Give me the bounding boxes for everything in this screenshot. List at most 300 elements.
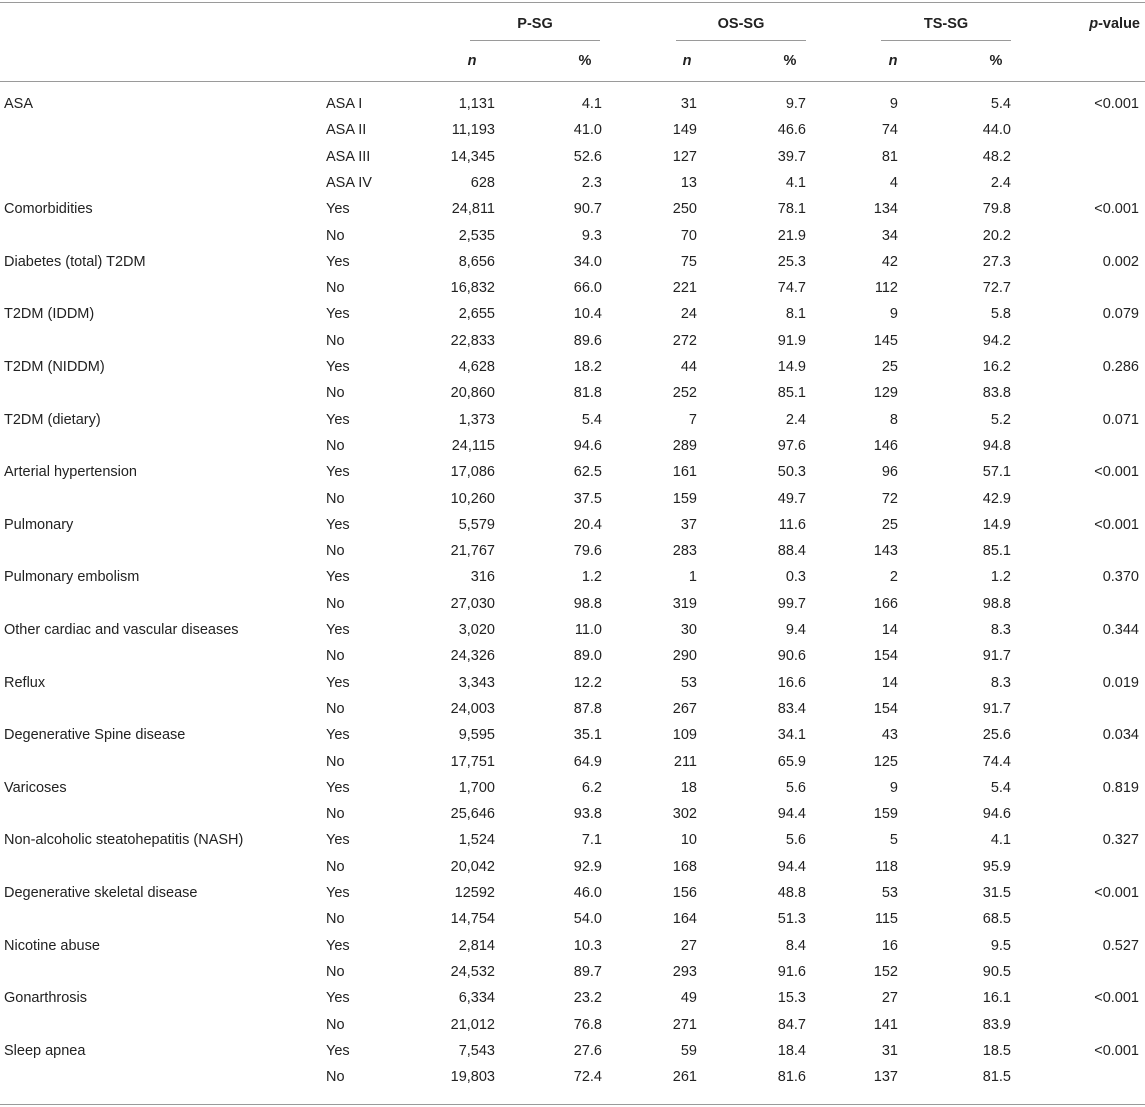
p-sg-n: 10,260 [450, 491, 495, 507]
p-sg-n: 20,042 [450, 859, 495, 875]
os-sg-n: 283 [672, 543, 697, 559]
os-sg-pct: 18.4 [777, 1043, 806, 1059]
ts-sg-pct: 27.3 [982, 254, 1011, 270]
os-sg-n: 53 [680, 675, 697, 691]
ts-sg-pct: 42.9 [982, 491, 1011, 507]
ts-sg-group-rule [881, 40, 1011, 41]
ts-sg-pct: 25.6 [982, 727, 1011, 743]
ts-sg-n: 34 [881, 228, 898, 244]
row-subcategory: Yes [326, 569, 350, 585]
ts-sg-pct: 90.5 [982, 964, 1011, 980]
os-sg-n: 267 [672, 701, 697, 717]
p-sg-pct: 93.8 [573, 806, 602, 822]
row-subcategory: No [326, 806, 345, 822]
p-sg-n: 8,656 [458, 254, 495, 270]
p-sg-pct: 94.6 [573, 438, 602, 454]
p-sg-pct: 52.6 [573, 149, 602, 165]
os-sg-pct: 81.6 [777, 1069, 806, 1085]
p-value: <0.001 [1094, 1043, 1139, 1059]
row-subcategory: No [326, 701, 345, 717]
row-label: Nicotine abuse [4, 938, 100, 954]
os-sg-n: 30 [680, 622, 697, 638]
ts-sg-n: 166 [873, 596, 898, 612]
p-sg-n: 12592 [454, 885, 495, 901]
ts-sg-n: 53 [881, 885, 898, 901]
table-bottom-rule [0, 1104, 1145, 1105]
os-sg-n: 7 [688, 412, 697, 428]
os-sg-n: 127 [672, 149, 697, 165]
ts-sg-n: 43 [881, 727, 898, 743]
os-sg-n: 319 [672, 596, 697, 612]
row-subcategory: Yes [326, 675, 350, 691]
table-top-rule [0, 2, 1145, 3]
p-sg-group-rule [470, 40, 600, 41]
ts-sg-pct: 31.5 [982, 885, 1011, 901]
ts-sg-n: 118 [874, 859, 898, 875]
os-sg-n: 293 [672, 964, 697, 980]
os-sg-pct: 39.7 [777, 149, 806, 165]
ts-sg-n: 5 [889, 832, 898, 848]
p-sg-n: 11,193 [451, 122, 495, 138]
row-label: Arterial hypertension [4, 464, 137, 480]
os-sg-n: 250 [672, 201, 697, 217]
os-sg-n: 44 [680, 359, 697, 375]
p-sg-n: 25,646 [450, 806, 495, 822]
p-sg-pct: 62.5 [573, 464, 602, 480]
p-value: 0.344 [1102, 622, 1139, 638]
p-sg-n: 16,832 [450, 280, 495, 296]
p-sg-n: 6,334 [458, 990, 495, 1006]
ts-sg-pct: 8.3 [990, 622, 1011, 638]
p-sg-n: 4,628 [458, 359, 495, 375]
row-subcategory: No [326, 438, 345, 454]
p-sg-pct: 2.3 [581, 175, 602, 191]
row-label: Comorbidities [4, 201, 93, 217]
row-label: Diabetes (total) T2DM [4, 254, 146, 270]
row-subcategory: No [326, 1069, 345, 1085]
row-subcategory: ASA I [326, 96, 363, 112]
ts-sg-pct: 91.7 [982, 701, 1011, 717]
row-label: T2DM (dietary) [4, 412, 101, 428]
ts-sg-n: 9 [889, 306, 898, 322]
row-subcategory: Yes [326, 832, 350, 848]
ts-sg-pct: 44.0 [982, 122, 1011, 138]
ts-sg-pct: 57.1 [982, 464, 1011, 480]
p-sg-pct: 37.5 [573, 491, 602, 507]
os-sg-pct: 97.6 [777, 438, 806, 454]
os-sg-n: 18 [680, 780, 697, 796]
os-sg-n: 37 [680, 517, 697, 533]
os-sg-n: 272 [672, 333, 697, 349]
row-subcategory: Yes [326, 990, 350, 1006]
row-label: Degenerative skeletal disease [4, 885, 198, 901]
ts-sg-pct: 79.8 [982, 201, 1011, 217]
ts-sg-n: 146 [873, 438, 898, 454]
ts-sg-pct: 83.9 [982, 1017, 1011, 1033]
row-subcategory: Yes [326, 464, 350, 480]
header-group-p-sg: P-SG [517, 16, 553, 32]
header-group-ts-sg: TS-SG [923, 16, 969, 32]
p-value: 0.002 [1102, 254, 1139, 270]
os-sg-n: 70 [680, 228, 697, 244]
os-sg-n: 159 [672, 491, 697, 507]
row-subcategory: Yes [326, 780, 350, 796]
p-sg-n: 24,326 [450, 648, 495, 664]
os-sg-n: 75 [680, 254, 697, 270]
os-sg-pct: 78.1 [777, 201, 806, 217]
ts-sg-pct: 8.3 [990, 675, 1011, 691]
header-p-sg-pct: % [578, 53, 592, 69]
os-sg-n: 10 [680, 832, 697, 848]
ts-sg-pct: 5.4 [990, 780, 1011, 796]
os-sg-pct: 49.7 [777, 491, 806, 507]
row-subcategory: No [326, 228, 345, 244]
p-value: 0.034 [1102, 727, 1139, 743]
header-ts-sg-n: n [888, 53, 898, 69]
header-p-value-rest: -value [1098, 16, 1140, 32]
p-sg-pct: 81.8 [573, 385, 602, 401]
p-sg-pct: 7.1 [581, 832, 602, 848]
ts-sg-pct: 68.5 [982, 911, 1011, 927]
ts-sg-n: 27 [881, 990, 898, 1006]
ts-sg-n: 74 [881, 122, 898, 138]
os-sg-n: 252 [672, 385, 697, 401]
p-sg-pct: 35.1 [573, 727, 602, 743]
row-subcategory: Yes [326, 254, 350, 270]
header-ts-sg-pct: % [989, 53, 1003, 69]
row-subcategory: No [326, 859, 345, 875]
os-sg-n: 289 [672, 438, 697, 454]
row-subcategory: No [326, 280, 345, 296]
os-sg-pct: 90.6 [777, 648, 806, 664]
os-sg-pct: 8.1 [785, 306, 806, 322]
p-sg-pct: 27.6 [573, 1043, 602, 1059]
p-sg-n: 24,532 [450, 964, 495, 980]
os-sg-pct: 11.6 [778, 517, 806, 533]
row-subcategory: Yes [326, 306, 350, 322]
os-sg-pct: 9.4 [785, 622, 806, 638]
ts-sg-pct: 16.2 [982, 359, 1011, 375]
ts-sg-pct: 94.8 [982, 438, 1011, 454]
p-sg-n: 14,345 [450, 149, 495, 165]
ts-sg-pct: 98.8 [982, 596, 1011, 612]
os-sg-pct: 84.7 [777, 1017, 806, 1033]
ts-sg-n: 16 [881, 938, 898, 954]
ts-sg-pct: 4.1 [990, 832, 1011, 848]
p-value: 0.370 [1102, 569, 1139, 585]
p-sg-pct: 54.0 [573, 911, 602, 927]
header-os-sg-pct: % [783, 53, 797, 69]
p-sg-n: 7,543 [458, 1043, 495, 1059]
p-value: 0.527 [1102, 938, 1139, 954]
os-sg-n: 168 [672, 859, 697, 875]
p-sg-n: 5,579 [458, 517, 495, 533]
p-sg-pct: 1.2 [581, 569, 602, 585]
os-sg-n: 161 [672, 464, 697, 480]
row-subcategory: Yes [326, 1043, 350, 1059]
os-sg-pct: 5.6 [785, 832, 806, 848]
p-sg-n: 19,803 [450, 1069, 495, 1085]
row-label: Gonarthrosis [4, 990, 88, 1006]
header-p-sg-n: n [467, 53, 477, 69]
p-sg-n: 1,131 [458, 96, 495, 112]
row-subcategory: Yes [326, 727, 350, 743]
os-sg-pct: 91.6 [777, 964, 806, 980]
os-sg-n: 59 [680, 1043, 697, 1059]
row-subcategory: No [326, 911, 345, 927]
row-subcategory: Yes [326, 517, 350, 533]
os-sg-n: 24 [680, 306, 697, 322]
p-sg-n: 20,860 [450, 385, 495, 401]
row-subcategory: Yes [326, 201, 350, 217]
row-label: Non-alcoholic steatohepatitis (NASH) [4, 832, 244, 848]
p-sg-n: 24,115 [451, 438, 495, 454]
p-sg-n: 316 [470, 569, 495, 585]
ts-sg-pct: 94.2 [982, 333, 1011, 349]
row-subcategory: Yes [326, 885, 350, 901]
ts-sg-n: 154 [873, 701, 898, 717]
os-sg-pct: 88.4 [777, 543, 806, 559]
os-sg-n: 302 [672, 806, 697, 822]
ts-sg-pct: 9.5 [990, 938, 1011, 954]
os-sg-n: 164 [672, 911, 697, 927]
p-sg-pct: 34.0 [573, 254, 602, 270]
os-sg-n: 261 [672, 1069, 697, 1085]
p-value: <0.001 [1094, 201, 1139, 217]
os-sg-pct: 34.1 [777, 727, 806, 743]
p-sg-n: 22,833 [450, 333, 495, 349]
p-sg-pct: 41.0 [573, 122, 602, 138]
ts-sg-n: 72 [881, 491, 898, 507]
row-label: ASA [4, 96, 34, 112]
row-label: Varicoses [4, 780, 67, 796]
row-label: Reflux [4, 675, 46, 691]
os-sg-pct: 91.9 [777, 333, 806, 349]
ts-sg-n: 9 [889, 780, 898, 796]
ts-sg-n: 14 [881, 622, 898, 638]
p-sg-pct: 10.3 [573, 938, 602, 954]
p-sg-n: 27,030 [450, 596, 495, 612]
ts-sg-pct: 1.2 [990, 569, 1011, 585]
row-subcategory: Yes [326, 938, 350, 954]
row-subcategory: ASA II [326, 122, 367, 138]
row-subcategory: Yes [326, 622, 350, 638]
p-sg-pct: 23.2 [573, 990, 602, 1006]
os-sg-pct: 74.7 [777, 280, 806, 296]
p-value: <0.001 [1094, 96, 1139, 112]
os-sg-n: 13 [680, 175, 697, 191]
p-sg-pct: 10.4 [573, 306, 602, 322]
p-sg-n: 9,595 [458, 727, 495, 743]
p-value: <0.001 [1094, 517, 1139, 533]
row-subcategory: No [326, 333, 345, 349]
row-label: Pulmonary [4, 517, 74, 533]
p-value: 0.286 [1102, 359, 1139, 375]
ts-sg-n: 4 [889, 175, 898, 191]
row-subcategory: Yes [326, 359, 350, 375]
p-value: 0.019 [1102, 675, 1139, 691]
ts-sg-n: 42 [881, 254, 898, 270]
ts-sg-pct: 74.4 [982, 754, 1011, 770]
os-sg-pct: 94.4 [777, 806, 806, 822]
p-value: <0.001 [1094, 464, 1139, 480]
ts-sg-pct: 72.7 [982, 280, 1011, 296]
os-sg-pct: 50.3 [777, 464, 806, 480]
p-value: <0.001 [1094, 990, 1139, 1006]
os-sg-pct: 5.6 [785, 780, 806, 796]
row-subcategory: ASA IV [326, 175, 372, 191]
p-value: 0.071 [1102, 412, 1139, 428]
p-sg-pct: 5.4 [581, 412, 602, 428]
p-sg-n: 2,535 [458, 228, 495, 244]
row-label: Sleep apnea [4, 1043, 86, 1059]
ts-sg-n: 14 [881, 675, 898, 691]
p-sg-n: 3,020 [458, 622, 495, 638]
os-sg-pct: 15.3 [777, 990, 806, 1006]
row-subcategory: No [326, 543, 345, 559]
os-sg-pct: 0.3 [785, 569, 806, 585]
row-label: Other cardiac and vascular diseases [4, 622, 239, 638]
row-subcategory: ASA III [326, 149, 371, 165]
os-sg-pct: 14.9 [777, 359, 806, 375]
os-sg-pct: 85.1 [777, 385, 806, 401]
p-sg-pct: 66.0 [573, 280, 602, 296]
p-value: 0.079 [1102, 306, 1139, 322]
p-sg-pct: 89.0 [573, 648, 602, 664]
p-sg-pct: 89.6 [573, 333, 602, 349]
row-subcategory: No [326, 1017, 345, 1033]
p-sg-pct: 4.1 [581, 96, 602, 112]
p-sg-pct: 89.7 [573, 964, 602, 980]
p-sg-pct: 98.8 [573, 596, 602, 612]
header-p-value-italic: p [1089, 16, 1099, 32]
ts-sg-pct: 94.6 [982, 806, 1011, 822]
p-sg-pct: 12.2 [573, 675, 602, 691]
ts-sg-n: 2 [889, 569, 898, 585]
ts-sg-n: 96 [881, 464, 898, 480]
ts-sg-pct: 95.9 [982, 859, 1011, 875]
ts-sg-n: 145 [873, 333, 898, 349]
os-sg-pct: 65.9 [777, 754, 806, 770]
ts-sg-pct: 5.4 [990, 96, 1011, 112]
os-sg-pct: 48.8 [777, 885, 806, 901]
os-sg-n: 221 [672, 280, 697, 296]
os-sg-n: 1 [688, 569, 697, 585]
ts-sg-n: 31 [881, 1043, 898, 1059]
header-p-value [1089, 15, 1140, 33]
ts-sg-pct: 85.1 [982, 543, 1011, 559]
row-subcategory: No [326, 491, 345, 507]
header-os-sg-n: n [682, 53, 692, 69]
ts-sg-n: 129 [873, 385, 898, 401]
p-sg-n: 14,754 [450, 911, 495, 927]
ts-sg-n: 152 [873, 964, 898, 980]
p-value: 0.819 [1102, 780, 1139, 796]
p-sg-n: 24,003 [450, 701, 495, 717]
os-sg-n: 290 [672, 648, 697, 664]
p-sg-pct: 72.4 [573, 1069, 602, 1085]
p-sg-pct: 6.2 [581, 780, 602, 796]
ts-sg-n: 81 [881, 149, 898, 165]
p-sg-pct: 90.7 [573, 201, 602, 217]
p-sg-n: 1,524 [458, 832, 495, 848]
os-sg-n: 271 [672, 1017, 697, 1033]
p-sg-n: 3,343 [458, 675, 495, 691]
p-sg-n: 2,655 [458, 306, 495, 322]
os-sg-pct: 9.7 [785, 96, 806, 112]
row-subcategory: No [326, 648, 345, 664]
p-sg-pct: 64.9 [573, 754, 602, 770]
os-sg-pct: 99.7 [777, 596, 806, 612]
os-sg-pct: 4.1 [785, 175, 806, 191]
ts-sg-n: 125 [873, 754, 898, 770]
ts-sg-pct: 48.2 [982, 149, 1011, 165]
row-label: Degenerative Spine disease [4, 727, 186, 743]
os-sg-pct: 8.4 [785, 938, 806, 954]
ts-sg-n: 25 [881, 359, 898, 375]
p-sg-pct: 9.3 [581, 228, 602, 244]
os-sg-pct: 83.4 [777, 701, 806, 717]
p-sg-pct: 20.4 [573, 517, 602, 533]
header-group-os-sg: OS-SG [717, 16, 765, 32]
os-sg-n: 27 [680, 938, 697, 954]
p-sg-pct: 76.8 [573, 1017, 602, 1033]
ts-sg-pct: 18.5 [982, 1043, 1011, 1059]
os-sg-n: 156 [672, 885, 697, 901]
p-sg-n: 17,751 [450, 754, 495, 770]
ts-sg-n: 154 [873, 648, 898, 664]
ts-sg-n: 9 [889, 96, 898, 112]
ts-sg-n: 25 [881, 517, 898, 533]
ts-sg-n: 115 [874, 911, 898, 927]
p-sg-n: 1,373 [458, 412, 495, 428]
ts-sg-pct: 5.2 [990, 412, 1011, 428]
p-sg-n: 2,814 [458, 938, 495, 954]
ts-sg-pct: 2.4 [990, 175, 1011, 191]
p-sg-pct: 11.0 [574, 622, 602, 638]
p-sg-n: 21,012 [450, 1017, 495, 1033]
p-sg-pct: 87.8 [573, 701, 602, 717]
os-sg-pct: 25.3 [777, 254, 806, 270]
p-sg-n: 21,767 [450, 543, 495, 559]
row-label: T2DM (IDDM) [4, 306, 95, 322]
ts-sg-n: 112 [874, 280, 898, 296]
row-subcategory: No [326, 964, 345, 980]
ts-sg-n: 8 [889, 412, 898, 428]
os-sg-pct: 46.6 [777, 122, 806, 138]
ts-sg-pct: 81.5 [982, 1069, 1011, 1085]
p-sg-pct: 92.9 [573, 859, 602, 875]
header-bottom-rule [0, 81, 1145, 82]
os-sg-n: 211 [673, 754, 697, 770]
row-subcategory: Yes [326, 412, 350, 428]
os-sg-pct: 2.4 [785, 412, 806, 428]
p-value: 0.327 [1102, 832, 1139, 848]
os-sg-pct: 21.9 [777, 228, 806, 244]
p-sg-pct: 79.6 [573, 543, 602, 559]
p-sg-pct: 18.2 [573, 359, 602, 375]
ts-sg-n: 141 [873, 1017, 898, 1033]
os-sg-pct: 51.3 [777, 911, 806, 927]
os-sg-n: 31 [680, 96, 697, 112]
os-sg-n: 109 [672, 727, 697, 743]
row-subcategory: No [326, 385, 345, 401]
p-sg-n: 1,700 [458, 780, 495, 796]
p-sg-n: 17,086 [450, 464, 495, 480]
p-sg-n: 628 [470, 175, 495, 191]
row-subcategory: No [326, 596, 345, 612]
p-sg-n: 24,811 [451, 201, 495, 217]
